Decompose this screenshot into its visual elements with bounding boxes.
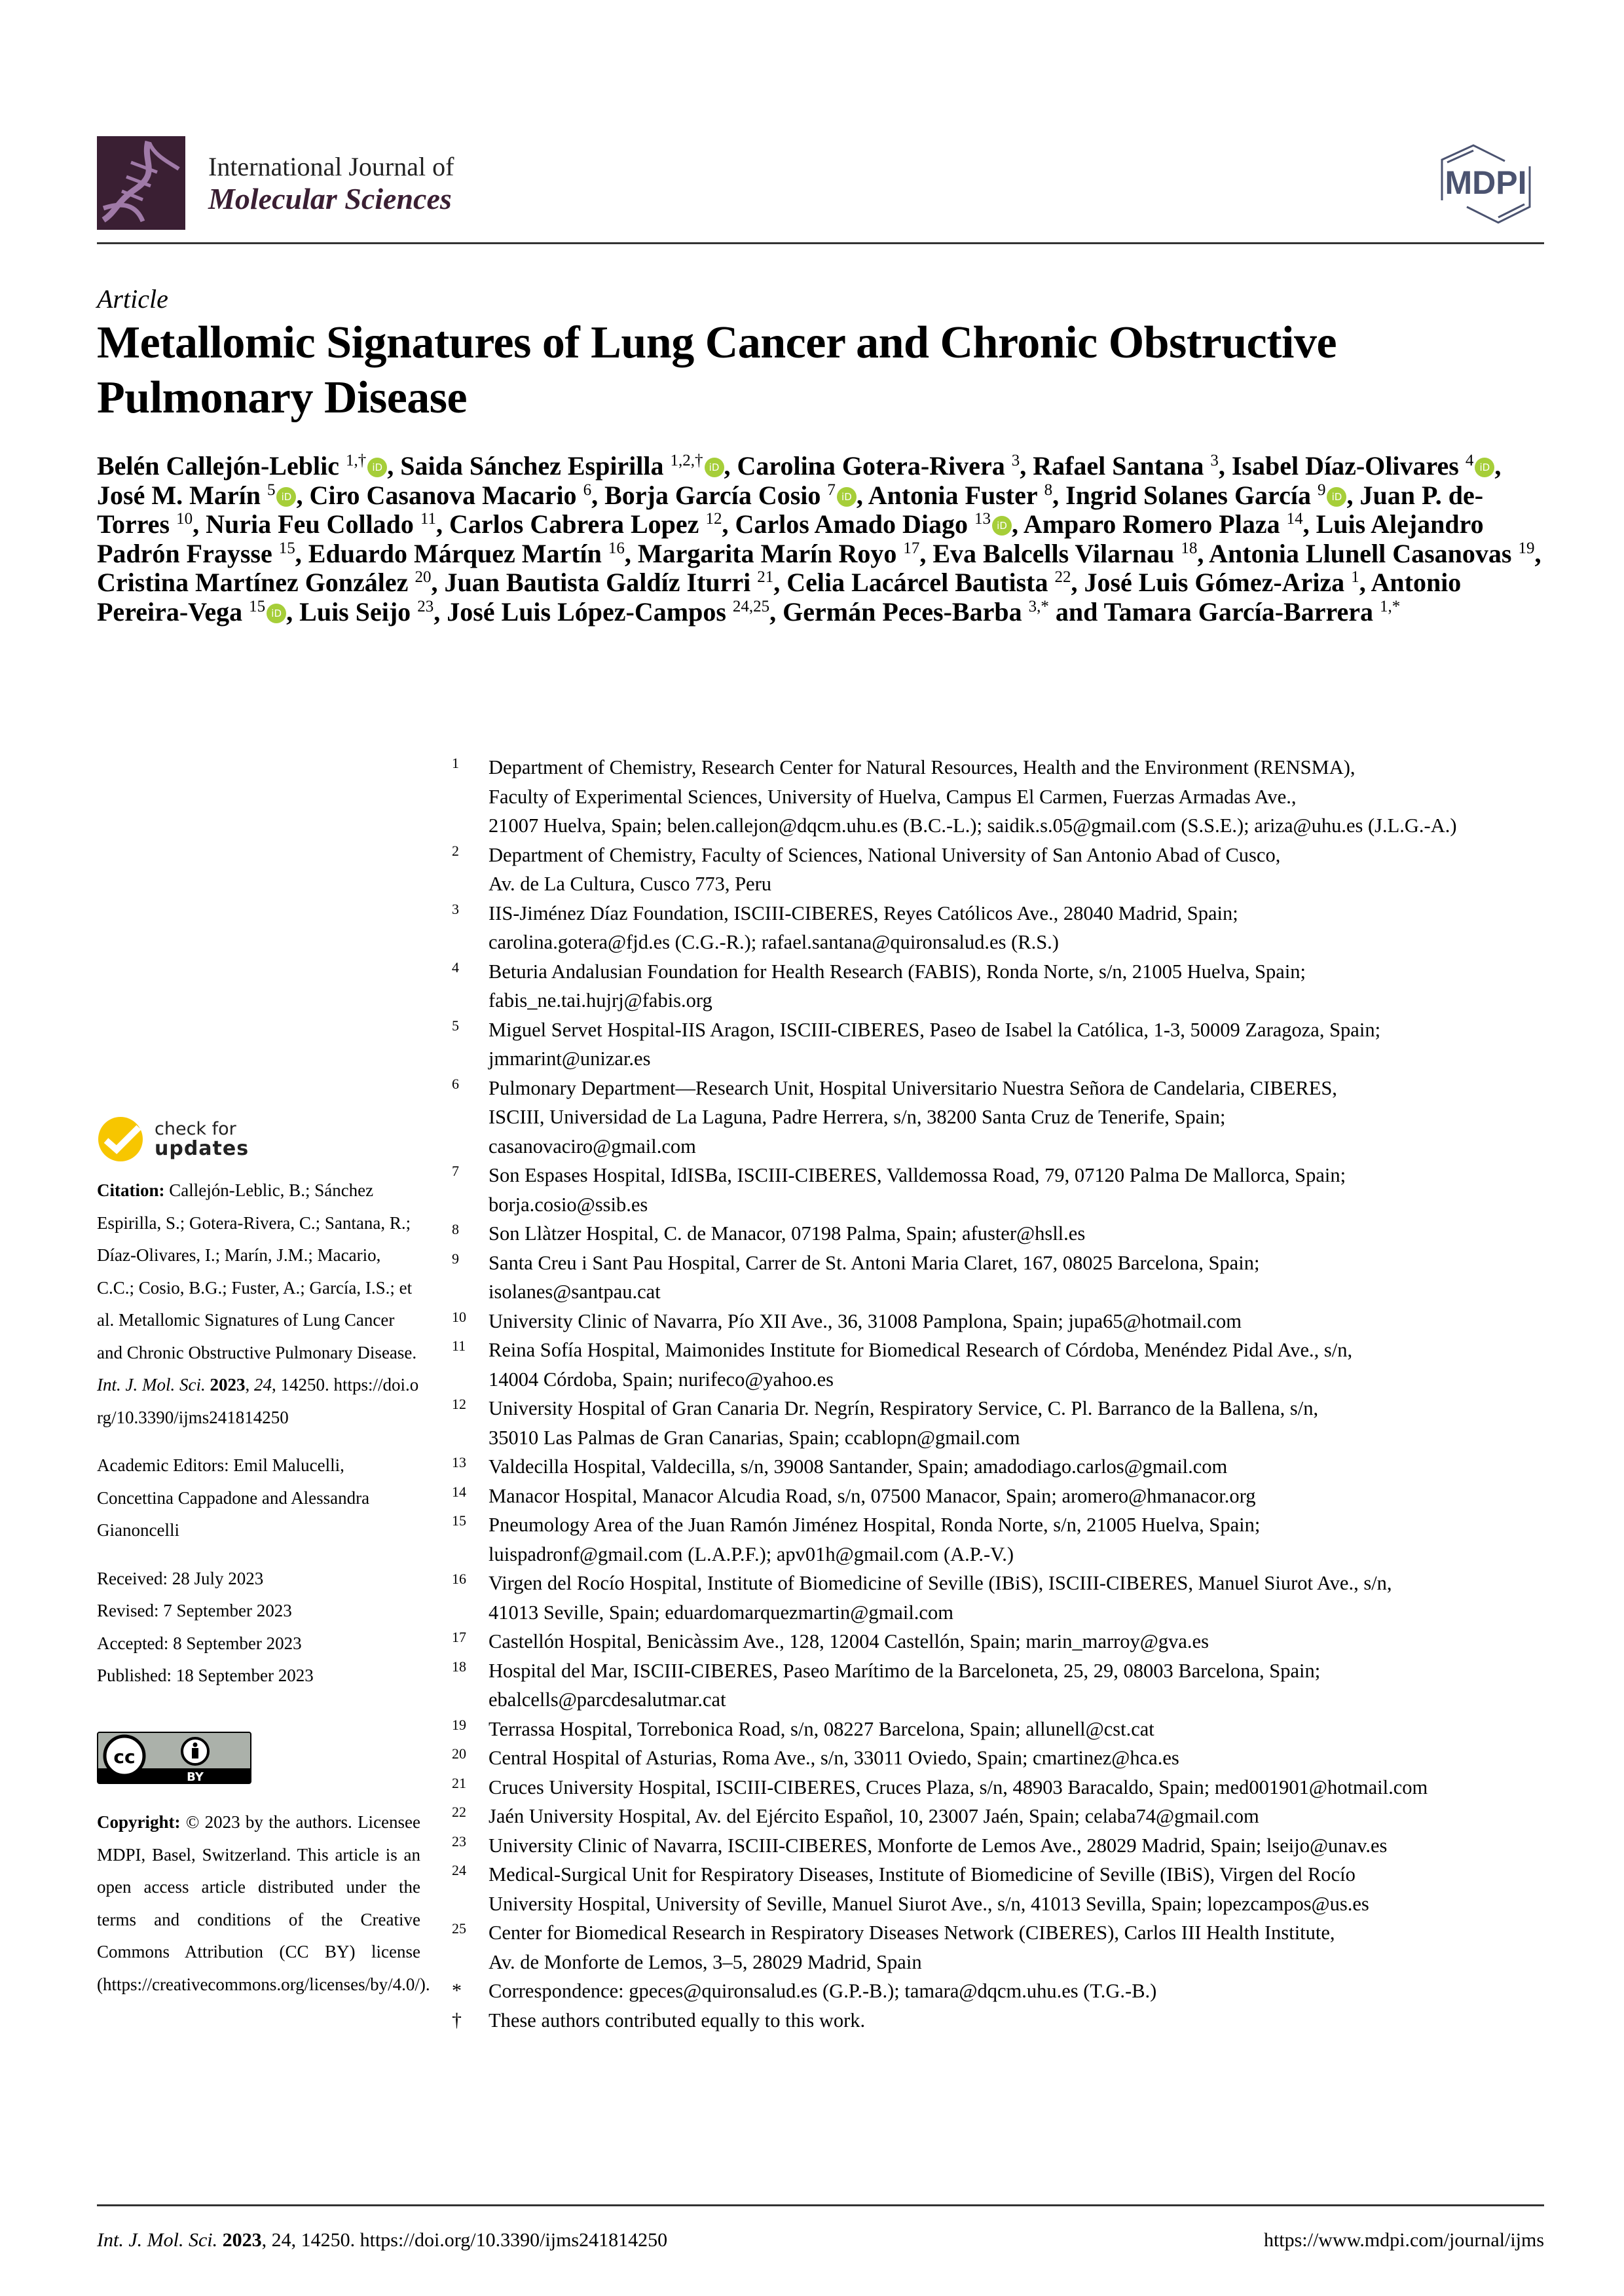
affiliation-item xyxy=(452,1743,1552,1773)
orcid-icon[interactable]: iD xyxy=(276,487,296,507)
affiliation-item xyxy=(452,1219,1552,1248)
affiliation-line: Av. de Monforte de Lemos, 3–5, 28029 Madrid, Spain xyxy=(489,1950,922,1973)
orcid-icon[interactable]: iD xyxy=(705,458,724,477)
article-type: Article xyxy=(97,284,168,314)
citation-block: Citation: Callejón-Leblic, B.; Sánchez Espirilla, S.; Gotera-Rivera, C.; Santana, R.; Díaz-Olivares, I.; Marín, J.M.; Macario, C.C.; Cosio, B.G.; Fuster, A.; García, I.S.; et al. Metallomic Signatures of Lung Cancer and Chronic Obstructive Pulmonary Disease. Int. J. Mol. Sci. 2023, 24, 14250. https://doi.org/10.3390/ijms241814250 xyxy=(97,1180,419,1427)
citation-text: Callejón-Leblic, B.; Sánchez Espirilla, S.; Gotera-Rivera, C.; Santana, R.; Díaz-Olivares, I.; Marín, J.M.; Macario, C.C.; Cosio, B.G.; Fuster, A.; García, I.S.; et al. Metallomic Signatures of Lung Cancer and Chronic Obstructive Pulmonary Disease. xyxy=(97,1180,417,1362)
journal-header xyxy=(97,136,1544,241)
author-name: Eduardo Márquez Martín xyxy=(308,538,602,568)
affiliation-number: 18 xyxy=(452,1658,466,1675)
orcid-icon[interactable]: iD xyxy=(992,516,1012,536)
author-name: Nuria Feu Collado xyxy=(206,509,414,539)
author: Eduardo Márquez Martín $^{16}$, xyxy=(308,538,638,568)
author: Antonio Pereira-Vega $^{15}$ iD , xyxy=(97,568,1462,627)
author-affiliation-marker: 15 xyxy=(249,597,266,615)
author: José M. Marín $^5$ iD , xyxy=(97,480,310,510)
affiliation-line: isolanes@santpau.cat xyxy=(489,1281,661,1303)
author-list xyxy=(97,452,1551,627)
orcid-icon[interactable]: iD xyxy=(367,458,387,477)
orcid-icon[interactable]: iD xyxy=(1475,458,1494,477)
author-name: Saida Sánchez Espirilla xyxy=(400,451,664,481)
article-sidebar xyxy=(97,1113,430,2016)
citation-article: , 14250. xyxy=(271,1375,329,1394)
dna-helix-icon xyxy=(97,136,185,230)
affiliation-item xyxy=(452,899,1552,957)
affiliation-line: Jaén University Hospital, Av. del Ejército Español, 10, 23007 Jaén, Spain; celaba74@gmail.com xyxy=(489,1805,1259,1827)
affiliation-line: Son Espases Hospital, IdISBa, ISCIII-CIBERES, Valldemossa Road, 79, 07120 Palma De Mallorca, Spain; xyxy=(489,1164,1346,1186)
author-name: Juan Bautista Galdíz Iturri xyxy=(444,568,751,597)
affiliation-line: Medical-Surgical Unit for Respiratory Diseases, Institute of Biomedicine of Seville (IBiS), Virgen del Rocío xyxy=(489,1863,1356,1886)
affiliation-item xyxy=(452,1074,1552,1161)
author-affiliation-marker: 7 xyxy=(827,481,836,499)
journal-logo-icon xyxy=(97,136,185,230)
affiliation-number: 24 xyxy=(452,1862,466,1878)
affiliation-item xyxy=(452,1307,1552,1336)
author: Juan Bautista Galdíz Iturri $^{21}$, xyxy=(444,568,787,597)
affiliation-number: 10 xyxy=(452,1308,466,1325)
author-name: José Luis López-Campos xyxy=(447,596,726,627)
check-updates-icon xyxy=(97,1116,144,1163)
date-accepted: Accepted: 8 September 2023 xyxy=(97,1633,302,1653)
affiliation-line: Valdecilla Hospital, Valdecilla, s/n, 39008 Santander, Spain; amadodiago.carlos@gmail.com xyxy=(489,1455,1228,1478)
date-published: Published: 18 September 2023 xyxy=(97,1666,314,1685)
affiliation-line: Virgen del Rocío Hospital, Institute of Biomedicine of Seville (IBiS), ISCIII-CIBERES, Manuel Siurot Ave., s/n, xyxy=(489,1572,1392,1594)
affiliation-line: Department of Chemistry, Faculty of Sciences, National University of San Antonio Abad of Cusco, xyxy=(489,843,1281,866)
author: Antonia Fuster $^8$, xyxy=(868,480,1066,510)
correspondence-note: * Correspondence: gpeces@quironsalud.es (G.P.-B.); tamara@dqcm.uhu.es (T.G.-B.) xyxy=(452,1980,1157,2002)
affiliation-number: 16 xyxy=(452,1571,466,1587)
author-name: Celia Lacárcel Bautista xyxy=(786,568,1048,597)
affiliation-line: luispadronf@gmail.com (L.A.P.F.); apv01h@gmail.com (A.P.-V.) xyxy=(489,1542,1014,1565)
affiliation-item xyxy=(452,1336,1552,1394)
affiliation-number: 11 xyxy=(452,1338,466,1354)
author-name: Margarita Marín Royo xyxy=(637,538,897,568)
author-name: Germán Peces-Barba xyxy=(783,596,1022,627)
orcid-icon[interactable]: iD xyxy=(1327,487,1346,507)
affiliation-line: University Hospital of Gran Canaria Dr. Negrín, Respiratory Service, C. Pl. Barranco de la Ballena, s/n, xyxy=(489,1397,1319,1419)
affiliation-number: 5 xyxy=(452,1017,459,1034)
orcid-icon[interactable]: iD xyxy=(837,487,857,507)
affiliation-item xyxy=(452,1773,1552,1802)
article-title: Metallomic Signatures of Lung Cancer and Chronic Obstructive Pulmonary Disease xyxy=(97,318,1337,423)
author-name: Antonio Pereira-Vega xyxy=(97,568,1462,627)
svg-text:BY: BY xyxy=(187,1770,204,1784)
affiliation-item xyxy=(452,1452,1552,1482)
author: José Luis Gómez-Ariza $^1$, xyxy=(1084,568,1371,597)
affiliation-number: 1 xyxy=(452,755,459,771)
author: Germán Peces-Barba $^{3,*}$ and xyxy=(783,596,1104,627)
check-updates-label: check for updates xyxy=(155,1118,249,1160)
academic-editors: Academic Editors: Emil Malucelli, Concettina Cappadone and Alessandra Gianoncelli xyxy=(97,1455,370,1540)
author-affiliation-marker: 14 xyxy=(1286,510,1303,528)
affiliation-number: 19 xyxy=(452,1716,466,1733)
author: Belén Callejón-Leblic $^{1,\dagger}$ iD , xyxy=(97,451,401,481)
author-affiliation-marker: 18 xyxy=(1181,539,1198,557)
author-name: Cristina Martínez González xyxy=(97,568,409,597)
author-affiliation-marker: 10 xyxy=(176,510,193,528)
affiliation-item xyxy=(452,1482,1552,1511)
author-affiliation-marker: 16 xyxy=(608,539,625,557)
affiliation-item xyxy=(452,957,1552,1015)
affiliation-list xyxy=(452,753,1552,2035)
affiliation-line: Av. de La Cultura, Cusco 773, Peru xyxy=(489,873,772,895)
author xyxy=(1104,597,1401,627)
affiliation-item xyxy=(452,1569,1552,1627)
affiliation-number: 17 xyxy=(452,1629,466,1645)
author: Carlos Amado Diago $^{13}$ iD , xyxy=(735,509,1024,539)
author-affiliation-marker: 1,* xyxy=(1380,597,1401,615)
author-name: Ciro Casanova Macario xyxy=(309,480,577,510)
author-name: Amparo Romero Plaza xyxy=(1023,509,1280,539)
author-affiliation-marker: 3,* xyxy=(1028,597,1049,615)
journal-name xyxy=(208,152,454,217)
author-affiliation-marker: 15 xyxy=(278,539,295,557)
affiliation-number: 20 xyxy=(452,1745,466,1762)
journal-url-link[interactable]: https://www.mdpi.com/journal/ijms xyxy=(1263,2229,1544,2251)
affiliation-item xyxy=(452,1015,1552,1074)
affiliation-item xyxy=(452,1161,1552,1219)
author: Luis Alejandro Padrón Fraysse $^{15}$, xyxy=(97,509,1484,568)
svg-text:cc: cc xyxy=(113,1745,136,1768)
affiliation-item xyxy=(452,1510,1552,1569)
author: Antonia Llunell Casanovas $^{19}$, xyxy=(1209,538,1541,568)
affiliation-number: 13 xyxy=(452,1454,466,1470)
citation-doi-link[interactable]: https://doi.org/10.3390/ijms241814250 xyxy=(97,1375,419,1427)
journal-name-line2: Molecular Sciences xyxy=(208,182,452,215)
author: Saida Sánchez Espirilla $^{1,2,\dagger}$ iD , xyxy=(400,451,737,481)
affiliation-number: 15 xyxy=(452,1512,466,1529)
author-name: Luis Alejandro Padrón Fraysse xyxy=(97,509,1484,568)
affiliation-line: Son Llàtzer Hospital, C. de Manacor, 07198 Palma, Spain; afuster@hsll.es xyxy=(489,1222,1086,1245)
author: Ciro Casanova Macario $^6$, xyxy=(309,480,605,510)
affiliation-number: 14 xyxy=(452,1483,466,1500)
affiliation-number: 21 xyxy=(452,1774,466,1791)
affiliation-number: 12 xyxy=(452,1396,466,1412)
author: Carolina Gotera-Rivera $^3$, xyxy=(737,451,1033,481)
author: Eva Balcells Vilarnau $^{18}$, xyxy=(932,538,1209,568)
affiliation-line: Faculty of Experimental Sciences, University of Huelva, Campus El Carmen, Fuerzas Armadas Ave., xyxy=(489,785,1297,808)
affiliation-item xyxy=(452,1248,1552,1307)
author-affiliation-marker: 3 xyxy=(1210,452,1219,469)
affiliation-number: 3 xyxy=(452,900,459,917)
citation-year: 2023 xyxy=(210,1375,246,1394)
affiliation-number: 25 xyxy=(452,1920,466,1937)
orcid-icon[interactable]: iD xyxy=(267,604,286,623)
affiliation-line: ebalcells@parcdesalutmar.cat xyxy=(489,1688,726,1711)
affiliation-line: University Clinic of Navarra, ISCIII-CIBERES, Monforte de Lemos Ave., 28029 Madrid, Spain; lseijo@unav.es xyxy=(489,1834,1388,1857)
author-affiliation-marker: 22 xyxy=(1054,568,1071,586)
affiliation-line: 35010 Las Palmas de Gran Canarias, Spain; ccablopn@gmail.com xyxy=(489,1426,1020,1449)
affiliation-line: Santa Creu i Sant Pau Hospital, Carrer de St. Antoni Maria Claret, 167, 08025 Barcelona, Spain; xyxy=(489,1251,1260,1274)
affiliation-line: casanovaciro@gmail.com xyxy=(489,1135,696,1157)
affiliation-item xyxy=(452,1918,1552,1977)
author-affiliation-marker: 13 xyxy=(974,510,991,528)
author-name: Carolina Gotera-Rivera xyxy=(737,451,1005,481)
affiliation-item xyxy=(452,1831,1552,1861)
date-received: Received: 28 July 2023 xyxy=(97,1568,264,1588)
author-name: Belén Callejón-Leblic xyxy=(97,451,339,481)
affiliation-line: Reina Sofía Hospital, Maimonides Institute for Biomedical Research of Córdoba, Menéndez Pidal Ave., s/n, xyxy=(489,1339,1353,1361)
affiliation-line: IIS-Jiménez Díaz Foundation, ISCIII-CIBERES, Reyes Católicos Ave., 28040 Madrid, Spain; xyxy=(489,902,1238,924)
equal-contribution-note: † These authors contributed equally to this work. xyxy=(452,2009,866,2032)
affiliation-item xyxy=(452,1802,1552,1831)
affiliation-line: Manacor Hospital, Manacor Alcudia Road, s/n, 07500 Manacor, Spain; aromero@hmanacor.org xyxy=(489,1484,1256,1507)
author-affiliation-marker: 11 xyxy=(420,510,436,528)
author-name: Isabel Díaz-Olivares xyxy=(1231,451,1459,481)
author-affiliation-marker: 1 xyxy=(1351,568,1359,586)
affiliation-line: borja.cosio@ssib.es xyxy=(489,1193,648,1216)
affiliation-line: 41013 Seville, Spain; eduardomarquezmartin@gmail.com xyxy=(489,1601,953,1624)
publication-dates xyxy=(97,1563,420,1692)
affiliation-line: 14004 Córdoba, Spain; nurifeco@yahoo.es xyxy=(489,1368,834,1391)
author: Celia Lacárcel Bautista $^{22}$, xyxy=(786,568,1084,597)
author-affiliation-marker: 12 xyxy=(705,510,722,528)
author-affiliation-marker: 4 xyxy=(1465,452,1474,469)
affiliation-number: 7 xyxy=(452,1163,459,1179)
author-affiliation-marker: 17 xyxy=(903,539,920,557)
affiliation-line: 21007 Huelva, Spain; belen.callejon@dqcm.uhu.es (B.C.-L.); saidik.s.05@gmail.com (S.S.E.); ariza@uhu.es (J.L.G.-A.) xyxy=(489,814,1457,837)
affiliation-line: fabis_ne.tai.hujrj@fabis.org xyxy=(489,989,712,1011)
footer-citation: Int. J. Mol. Sci. 2023, 24, 14250. https://doi.org/10.3390/ijms241814250 xyxy=(97,2229,668,2251)
affiliation-line: Pulmonary Department—Research Unit, Hospital Universitario Nuestra Señora de Candelaria, CIBERES, xyxy=(489,1076,1337,1099)
author: Margarita Marín Royo $^{17}$, xyxy=(637,538,933,568)
citation-journal: Int. J. Mol. Sci. xyxy=(97,1375,206,1394)
author-name: Eva Balcells Vilarnau xyxy=(932,538,1175,568)
author: José Luis López-Campos $^{24,25}$, xyxy=(447,596,783,627)
affiliation-number: 22 xyxy=(452,1804,466,1820)
author-affiliation-marker: 1,2,† xyxy=(670,452,703,469)
journal-name-line1: International Journal of xyxy=(208,152,454,181)
affiliation-line: Department of Chemistry, Research Center for Natural Resources, Health and the Environment (RENSMA), xyxy=(489,756,1356,778)
author: Luis Seijo $^{23}$, xyxy=(299,596,447,627)
affiliation-number: 2 xyxy=(452,842,459,859)
author-affiliation-marker: 6 xyxy=(583,481,592,499)
author: Ingrid Solanes García $^9$ iD , xyxy=(1065,480,1360,510)
author-affiliation-marker: 3 xyxy=(1011,452,1020,469)
affiliation-line: Central Hospital of Asturias, Roma Ave., s/n, 33011 Oviedo, Spain; cmartinez@hca.es xyxy=(489,1747,1179,1769)
author-name: José M. Marín xyxy=(97,480,261,510)
author: Juan P. de-Torres $^{10}$, xyxy=(97,480,1484,539)
affiliation-line: University Clinic of Navarra, Pío XII Ave., 36, 31008 Pamplona, Spain; jupa65@hotmail.com xyxy=(489,1309,1242,1332)
author-affiliation-marker: 19 xyxy=(1518,539,1535,557)
author-affiliation-marker: 5 xyxy=(267,481,276,499)
author-name: Carlos Cabrera Lopez xyxy=(449,509,699,539)
affiliation-line: Miguel Servet Hospital-IIS Aragon, ISCIII-CIBERES, Paseo de Isabel la Católica, 1-3, 50009 Zaragoza, Spain; xyxy=(489,1018,1381,1041)
footer-divider xyxy=(97,2204,1544,2206)
author-name: Carlos Amado Diago xyxy=(735,509,969,539)
author: Carlos Cabrera Lopez $^{12}$, xyxy=(449,509,735,539)
affiliation-line: carolina.gotera@fjd.es (C.G.-R.); rafael.santana@quironsalud.es (R.S.) xyxy=(489,931,1059,953)
affiliation-line: Pneumology Area of the Juan Ramón Jiménez Hospital, Ronda Norte, s/n, 21005 Huelva, Spain; xyxy=(489,1514,1261,1536)
affiliation-line: Castellón Hospital, Benicàssim Ave., 128, 12004 Castellón, Spain; marin_marroy@gva.es xyxy=(489,1630,1209,1652)
author-name: Ingrid Solanes García xyxy=(1065,480,1311,510)
citation-volume: 24 xyxy=(253,1375,272,1394)
affiliation-item xyxy=(452,1627,1552,1656)
author: Isabel Díaz-Olivares $^4$ iD , xyxy=(1231,451,1502,481)
affiliation-number: 23 xyxy=(452,1832,466,1850)
affiliation-line: Beturia Andalusian Foundation for Health Research (FABIS), Ronda Norte, s/n, 21005 Huelva, Spain; xyxy=(489,960,1306,983)
author-name: Antonia Llunell Casanovas xyxy=(1209,538,1512,568)
affiliation-line: jmmarint@unizar.es xyxy=(489,1048,651,1070)
author-affiliation-marker: 8 xyxy=(1044,481,1053,499)
affiliation-item xyxy=(452,753,1552,841)
affiliation-item xyxy=(452,1715,1552,1744)
author-affiliation-marker: 20 xyxy=(415,568,432,586)
author-affiliation-marker: 23 xyxy=(417,597,434,615)
affiliation-line: Cruces University Hospital, ISCIII-CIBERES, Cruces Plaza, s/n, 48903 Baracaldo, Spain; med001901@hotmail.com xyxy=(489,1776,1428,1798)
author: Cristina Martínez González $^{20}$, xyxy=(97,568,445,597)
author-affiliation-marker: 24,25 xyxy=(732,597,770,615)
author-name: Borja García Cosio xyxy=(604,480,821,510)
affiliation-line: ISCIII, Universidad de La Laguna, Padre Herrera, s/n, 38200 Santa Cruz de Tenerife, Spain; xyxy=(489,1106,1226,1128)
author-affiliation-marker: 1,† xyxy=(345,452,367,469)
header-divider xyxy=(97,242,1544,244)
mdpi-logo-icon xyxy=(1426,141,1544,227)
author-name: Juan P. de-Torres xyxy=(97,480,1484,539)
affiliation-number: 9 xyxy=(452,1250,459,1267)
affiliation-line: Center for Biomedical Research in Respiratory Diseases Network (CIBERES), Carlos III Health Institute, xyxy=(489,1922,1335,1944)
affiliation-number: 6 xyxy=(452,1075,459,1092)
author: Borja García Cosio $^7$ iD , xyxy=(604,480,868,510)
author-name: Antonia Fuster xyxy=(868,480,1038,510)
date-revised: Revised: 7 September 2023 xyxy=(97,1601,292,1620)
author-name: Luis Seijo xyxy=(299,596,411,627)
author: Amparo Romero Plaza $^{14}$, xyxy=(1023,509,1316,539)
author: Rafael Santana $^3$, xyxy=(1033,451,1232,481)
affiliation-item xyxy=(452,1860,1552,1918)
affiliation-line: Terrassa Hospital, Torrebonica Road, s/n, 08227 Barcelona, Spain; allunell@cst.cat xyxy=(489,1717,1154,1740)
affiliation-number: 8 xyxy=(452,1221,459,1237)
citation-label: Citation: xyxy=(97,1180,165,1200)
copyright-text: © 2023 by the authors. Licensee MDPI, Basel, Switzerland. This article is an open access article distributed under the terms and conditions of the Creative Commons Attribution (CC BY) license (https://creativecommons.org/licenses/by/4.0/). xyxy=(97,1812,430,1994)
affiliation-item xyxy=(452,1656,1552,1715)
affiliation-item xyxy=(452,1394,1552,1452)
affiliation-line: Hospital del Mar, ISCIII-CIBERES, Paseo Marítimo de la Barceloneta, 25, 29, 08003 Barcelona, Spain; xyxy=(489,1659,1321,1682)
affiliation-line: University Hospital, University of Seville, Manuel Siurot Ave., s/n, 41013 Sevilla, Spain; lopezcampos@us.es xyxy=(489,1892,1369,1915)
check-for-updates-button[interactable] xyxy=(97,1113,420,1165)
copyright-label: Copyright: xyxy=(97,1812,181,1832)
copyright-block xyxy=(97,1806,430,2001)
author-affiliation-marker: 9 xyxy=(1317,481,1326,499)
author-affiliation-marker: 21 xyxy=(757,568,774,586)
author-name: Tamara García-Barrera xyxy=(1103,596,1374,627)
author-name: José Luis Gómez-Ariza xyxy=(1084,568,1345,597)
affiliation-number: 4 xyxy=(452,958,459,975)
svg-text:MDPI: MDPI xyxy=(1445,164,1527,201)
author-name: Rafael Santana xyxy=(1033,451,1204,481)
author: Nuria Feu Collado $^{11}$, xyxy=(206,509,449,539)
cc-by-license-icon[interactable] xyxy=(97,1732,251,1784)
affiliation-item xyxy=(452,841,1552,899)
